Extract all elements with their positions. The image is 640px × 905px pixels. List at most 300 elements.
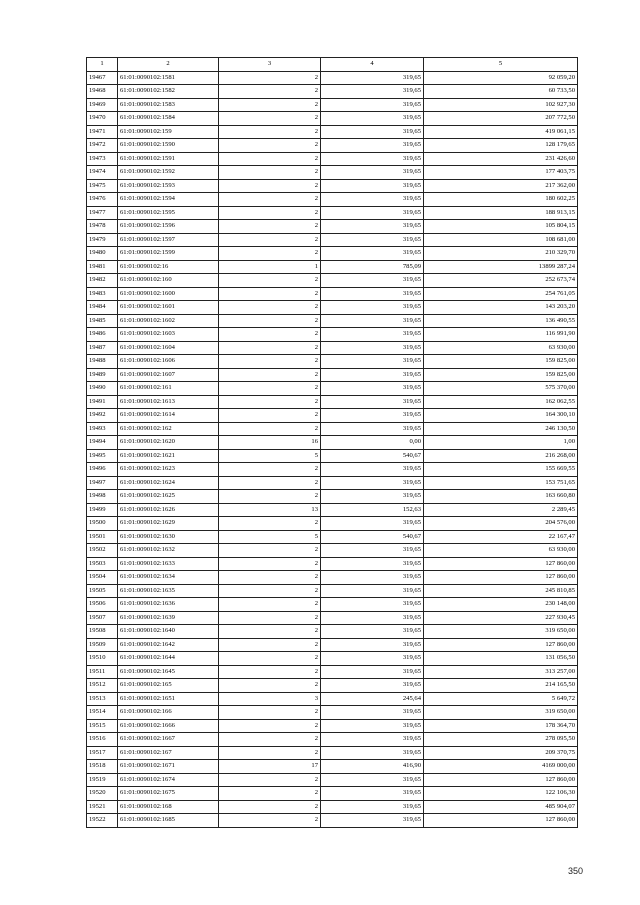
table-cell: 19475: [87, 179, 118, 193]
table-cell: 61:01:0090102:1607: [118, 368, 219, 382]
table-cell: 19518: [87, 760, 118, 774]
table-cell: 61:01:0090102:1645: [118, 665, 219, 679]
table-cell: 319,65: [321, 706, 424, 720]
table-cell: 319,65: [321, 341, 424, 355]
table-row: [87, 71, 578, 85]
table-cell: 319,65: [321, 733, 424, 747]
table-cell: 61:01:0090102:1630: [118, 530, 219, 544]
table-cell: 319,65: [321, 166, 424, 180]
table-row: [87, 557, 578, 571]
table-cell: 245,64: [321, 692, 424, 706]
table-cell: 217 362,00: [424, 179, 578, 193]
table-cell: 2: [219, 733, 321, 747]
table-cell: 19521: [87, 800, 118, 814]
table-cell: 319,65: [321, 152, 424, 166]
table-cell: 319,65: [321, 584, 424, 598]
table-cell: 19499: [87, 503, 118, 517]
table-cell: 61:01:0090102:1626: [118, 503, 219, 517]
table-cell: 3: [219, 692, 321, 706]
table-row: [87, 814, 578, 828]
table-cell: 19477: [87, 206, 118, 220]
table-cell: 127 860,00: [424, 638, 578, 652]
table-cell: 207 772,50: [424, 112, 578, 126]
table-cell: 61:01:0090102:1640: [118, 625, 219, 639]
table-row: [87, 638, 578, 652]
table-cell: 319,65: [321, 395, 424, 409]
table-cell: 19471: [87, 125, 118, 139]
table-cell: 209 370,75: [424, 746, 578, 760]
table-cell: 2: [219, 598, 321, 612]
table-cell: 319 650,00: [424, 625, 578, 639]
table-row: [87, 314, 578, 328]
table-cell: 61:01:0090102:1594: [118, 193, 219, 207]
table-cell: 61:01:0090102:165: [118, 679, 219, 693]
page-number: 350: [567, 866, 583, 876]
table-cell: 319,65: [321, 355, 424, 369]
table-cell: 61:01:0090102:1590: [118, 139, 219, 153]
table-cell: 19514: [87, 706, 118, 720]
table-cell: 61:01:0090102:1623: [118, 463, 219, 477]
table-cell: 19480: [87, 247, 118, 261]
table-cell: 131 056,50: [424, 652, 578, 666]
table-cell: 0,00: [321, 436, 424, 450]
table-cell: 540,67: [321, 449, 424, 463]
table-cell: 416,90: [321, 760, 424, 774]
table-cell: 319,65: [321, 368, 424, 382]
table-row: [87, 274, 578, 288]
table-cell: 2: [219, 98, 321, 112]
table-cell: 127 860,00: [424, 557, 578, 571]
table-cell: 116 991,90: [424, 328, 578, 342]
table-row: [87, 436, 578, 450]
table-cell: 92 059,20: [424, 71, 578, 85]
table-cell: 180 602,25: [424, 193, 578, 207]
table-cell: 61:01:0090102:1620: [118, 436, 219, 450]
table-cell: 19503: [87, 557, 118, 571]
table-cell: 61:01:0090102:162: [118, 422, 219, 436]
table-cell: 319,65: [321, 665, 424, 679]
table-cell: 61:01:0090102:1603: [118, 328, 219, 342]
table-cell: 2: [219, 395, 321, 409]
table-cell: 19508: [87, 625, 118, 639]
table-cell: 61:01:0090102:1614: [118, 409, 219, 423]
table-cell: 2: [219, 193, 321, 207]
table-cell: 19492: [87, 409, 118, 423]
table-cell: 19488: [87, 355, 118, 369]
table-body: [87, 71, 578, 827]
table-cell: 5: [219, 449, 321, 463]
table-cell: 19485: [87, 314, 118, 328]
table-row: [87, 341, 578, 355]
table-cell: 319,65: [321, 125, 424, 139]
table-cell: 319 650,00: [424, 706, 578, 720]
table-row: [87, 125, 578, 139]
table-cell: 163 660,80: [424, 490, 578, 504]
table-row: [87, 260, 578, 274]
table-cell: 61:01:0090102:1635: [118, 584, 219, 598]
table-cell: 2: [219, 341, 321, 355]
table-row: [87, 800, 578, 814]
table-cell: 319,65: [321, 206, 424, 220]
table-cell: 319,65: [321, 571, 424, 585]
table-cell: 2: [219, 706, 321, 720]
table-cell: 19504: [87, 571, 118, 585]
table-cell: 63 930,00: [424, 544, 578, 558]
table-cell: 214 165,50: [424, 679, 578, 693]
table-cell: 153 751,65: [424, 476, 578, 490]
table-row: [87, 139, 578, 153]
table-cell: 319,65: [321, 301, 424, 315]
table-cell: 319,65: [321, 746, 424, 760]
table-cell: 19490: [87, 382, 118, 396]
table-cell: 61:01:0090102:1601: [118, 301, 219, 315]
table-cell: 319,65: [321, 719, 424, 733]
table-cell: 319,65: [321, 247, 424, 261]
table-cell: 61:01:0090102:1625: [118, 490, 219, 504]
column-header-1: 1: [87, 58, 118, 72]
table-cell: 13: [219, 503, 321, 517]
table-cell: 319,65: [321, 787, 424, 801]
table-row: [87, 476, 578, 490]
table-row: [87, 530, 578, 544]
column-header-2: 2: [118, 58, 219, 72]
table-row: [87, 355, 578, 369]
table-cell: 19513: [87, 692, 118, 706]
table-cell: 61:01:0090102:1671: [118, 760, 219, 774]
table-row: [87, 517, 578, 531]
table-cell: 61:01:0090102:1632: [118, 544, 219, 558]
table-cell: 162 062,55: [424, 395, 578, 409]
table-cell: 19511: [87, 665, 118, 679]
table-cell: 143 203,20: [424, 301, 578, 315]
table-cell: 2: [219, 800, 321, 814]
table-cell: 61:01:0090102:1666: [118, 719, 219, 733]
table-cell: 102 927,30: [424, 98, 578, 112]
table-cell: 2: [219, 247, 321, 261]
table-cell: 136 490,55: [424, 314, 578, 328]
table-cell: 319,65: [321, 638, 424, 652]
table-cell: 164 300,10: [424, 409, 578, 423]
table-row: [87, 611, 578, 625]
table-cell: 19472: [87, 139, 118, 153]
table-cell: 19496: [87, 463, 118, 477]
table-cell: 19498: [87, 490, 118, 504]
table-cell: 2: [219, 139, 321, 153]
table-cell: 2: [219, 638, 321, 652]
table-cell: 319,65: [321, 463, 424, 477]
table-row: [87, 166, 578, 180]
table-cell: 231 426,60: [424, 152, 578, 166]
table-cell: 19516: [87, 733, 118, 747]
table-cell: 785,09: [321, 260, 424, 274]
table-cell: 252 673,74: [424, 274, 578, 288]
table-cell: 1: [219, 260, 321, 274]
table-cell: 319,65: [321, 409, 424, 423]
table-cell: 319,65: [321, 490, 424, 504]
table-cell: 61:01:0090102:1584: [118, 112, 219, 126]
table-cell: 278 095,50: [424, 733, 578, 747]
table-cell: 319,65: [321, 382, 424, 396]
table-cell: 319,65: [321, 112, 424, 126]
table-cell: 2: [219, 85, 321, 99]
column-header-4: 4: [321, 58, 424, 72]
table-cell: 61:01:0090102:166: [118, 706, 219, 720]
table-row: [87, 598, 578, 612]
table-cell: 19487: [87, 341, 118, 355]
table-cell: 319,65: [321, 287, 424, 301]
table-cell: 245 810,85: [424, 584, 578, 598]
table-cell: 127 860,00: [424, 814, 578, 828]
table-cell: 61:01:0090102:1596: [118, 220, 219, 234]
table-cell: 319,65: [321, 71, 424, 85]
table-cell: 216 268,00: [424, 449, 578, 463]
table-cell: 61:01:0090102:167: [118, 746, 219, 760]
table-cell: 230 148,00: [424, 598, 578, 612]
table-row: [87, 706, 578, 720]
table-cell: 61:01:0090102:1624: [118, 476, 219, 490]
table-cell: 61:01:0090102:1591: [118, 152, 219, 166]
table-cell: 2: [219, 773, 321, 787]
table-cell: 19484: [87, 301, 118, 315]
table-row: [87, 220, 578, 234]
table-cell: 61:01:0090102:1597: [118, 233, 219, 247]
table-cell: 254 761,05: [424, 287, 578, 301]
table-row: [87, 490, 578, 504]
table-cell: 19506: [87, 598, 118, 612]
table-cell: 540,67: [321, 530, 424, 544]
table-cell: 61:01:0090102:1674: [118, 773, 219, 787]
table-cell: 13899 287,24: [424, 260, 578, 274]
table-cell: 2 289,45: [424, 503, 578, 517]
table-cell: 2: [219, 112, 321, 126]
table-cell: 61:01:0090102:1613: [118, 395, 219, 409]
table-cell: 61:01:0090102:1593: [118, 179, 219, 193]
table-cell: 19489: [87, 368, 118, 382]
table-cell: 19495: [87, 449, 118, 463]
table-cell: 2: [219, 368, 321, 382]
table-cell: 2: [219, 463, 321, 477]
table-cell: 2: [219, 206, 321, 220]
table-cell: 2: [219, 544, 321, 558]
table-row: [87, 773, 578, 787]
table-row: [87, 85, 578, 99]
table-cell: 2: [219, 328, 321, 342]
table-cell: 319,65: [321, 220, 424, 234]
table-cell: 319,65: [321, 679, 424, 693]
table-cell: 319,65: [321, 773, 424, 787]
table-cell: 128 179,65: [424, 139, 578, 153]
table-cell: 61:01:0090102:160: [118, 274, 219, 288]
table-row: [87, 247, 578, 261]
table-row: [87, 328, 578, 342]
table-cell: 2: [219, 746, 321, 760]
table-cell: 2: [219, 490, 321, 504]
table-cell: 485 904,07: [424, 800, 578, 814]
table-cell: 61:01:0090102:1633: [118, 557, 219, 571]
table-cell: 19482: [87, 274, 118, 288]
table-cell: 159 825,00: [424, 368, 578, 382]
table-cell: 319,65: [321, 193, 424, 207]
table-cell: 19522: [87, 814, 118, 828]
table-cell: 2: [219, 665, 321, 679]
table-cell: 2: [219, 814, 321, 828]
table-cell: 108 681,00: [424, 233, 578, 247]
table-cell: 19502: [87, 544, 118, 558]
table-cell: 19507: [87, 611, 118, 625]
table-cell: 61:01:0090102:16: [118, 260, 219, 274]
table-cell: 319,65: [321, 98, 424, 112]
table-cell: 19476: [87, 193, 118, 207]
table-cell: 19500: [87, 517, 118, 531]
table-row: [87, 112, 578, 126]
table-cell: 2: [219, 679, 321, 693]
table-cell: 2: [219, 166, 321, 180]
table-cell: 159 825,00: [424, 355, 578, 369]
table-cell: 319,65: [321, 652, 424, 666]
table-cell: 210 329,70: [424, 247, 578, 261]
table-cell: 61:01:0090102:1606: [118, 355, 219, 369]
data-table: [86, 57, 578, 828]
table-cell: 16: [219, 436, 321, 450]
table-cell: 19483: [87, 287, 118, 301]
table-cell: 2: [219, 719, 321, 733]
table-cell: 2: [219, 179, 321, 193]
table-cell: 178 364,70: [424, 719, 578, 733]
table-cell: 319,65: [321, 625, 424, 639]
table-row: [87, 193, 578, 207]
table-cell: 2: [219, 476, 321, 490]
table-cell: 5: [219, 530, 321, 544]
table-row: [87, 503, 578, 517]
table-cell: 319,65: [321, 179, 424, 193]
table-row: [87, 152, 578, 166]
table-cell: 2: [219, 301, 321, 315]
table-cell: 319,65: [321, 476, 424, 490]
table-cell: 2: [219, 355, 321, 369]
table-cell: 19493: [87, 422, 118, 436]
table-row: [87, 544, 578, 558]
table-cell: 122 106,30: [424, 787, 578, 801]
table-cell: 22 167,47: [424, 530, 578, 544]
table-row: [87, 98, 578, 112]
table-cell: 19497: [87, 476, 118, 490]
table-cell: 61:01:0090102:168: [118, 800, 219, 814]
table-cell: 319,65: [321, 328, 424, 342]
table-row: [87, 287, 578, 301]
table-cell: 61:01:0090102:1600: [118, 287, 219, 301]
table-cell: 61:01:0090102:1639: [118, 611, 219, 625]
table-cell: 19481: [87, 260, 118, 274]
table-cell: 2: [219, 517, 321, 531]
table-cell: 19520: [87, 787, 118, 801]
table-cell: 19467: [87, 71, 118, 85]
table-cell: 19491: [87, 395, 118, 409]
table-cell: 19510: [87, 652, 118, 666]
table-cell: 2: [219, 584, 321, 598]
table-cell: 4169 000,00: [424, 760, 578, 774]
table-cell: 19512: [87, 679, 118, 693]
table-cell: 61:01:0090102:1675: [118, 787, 219, 801]
table-cell: 61:01:0090102:1644: [118, 652, 219, 666]
table-cell: 2: [219, 125, 321, 139]
table-cell: 19505: [87, 584, 118, 598]
table-cell: 61:01:0090102:1581: [118, 71, 219, 85]
table-cell: 61:01:0090102:1667: [118, 733, 219, 747]
table-cell: 19473: [87, 152, 118, 166]
table-row: [87, 760, 578, 774]
table-cell: 319,65: [321, 800, 424, 814]
table-cell: 319,65: [321, 233, 424, 247]
table-cell: 19479: [87, 233, 118, 247]
table-row: [87, 463, 578, 477]
table-cell: 61:01:0090102:1636: [118, 598, 219, 612]
table-cell: 2: [219, 611, 321, 625]
column-header-5: 5: [424, 58, 578, 72]
table-cell: 60 733,50: [424, 85, 578, 99]
table-cell: 152,63: [321, 503, 424, 517]
table-cell: 188 913,15: [424, 206, 578, 220]
table-cell: 61:01:0090102:1582: [118, 85, 219, 99]
table-cell: 2: [219, 409, 321, 423]
table-cell: 61:01:0090102:1685: [118, 814, 219, 828]
table-cell: 61:01:0090102:1595: [118, 206, 219, 220]
table-cell: 319,65: [321, 274, 424, 288]
table-cell: 177 403,75: [424, 166, 578, 180]
table-cell: 61:01:0090102:1642: [118, 638, 219, 652]
table-cell: 63 930,00: [424, 341, 578, 355]
table-cell: 2: [219, 382, 321, 396]
table-header: [87, 58, 578, 72]
table-cell: 155 669,55: [424, 463, 578, 477]
table-cell: 575 370,00: [424, 382, 578, 396]
table-cell: 204 576,00: [424, 517, 578, 531]
table-cell: 19469: [87, 98, 118, 112]
table-cell: 61:01:0090102:1602: [118, 314, 219, 328]
table-cell: 2: [219, 287, 321, 301]
table-cell: 2: [219, 422, 321, 436]
table-cell: 2: [219, 71, 321, 85]
table-cell: 2: [219, 274, 321, 288]
header-row: [87, 58, 578, 72]
table-cell: 319,65: [321, 598, 424, 612]
table-cell: 2: [219, 233, 321, 247]
table-cell: 2: [219, 220, 321, 234]
table-cell: 419 061,15: [424, 125, 578, 139]
table-row: [87, 665, 578, 679]
column-header-3: 3: [219, 58, 321, 72]
table-cell: 105 804,15: [424, 220, 578, 234]
table-cell: 2: [219, 625, 321, 639]
table-row: [87, 206, 578, 220]
table-cell: 19509: [87, 638, 118, 652]
table-cell: 1,00: [424, 436, 578, 450]
table-cell: 2: [219, 152, 321, 166]
table-cell: 5 649,72: [424, 692, 578, 706]
table-cell: 2: [219, 652, 321, 666]
table-cell: 2: [219, 787, 321, 801]
table-cell: 19494: [87, 436, 118, 450]
table-cell: 127 860,00: [424, 571, 578, 585]
table-cell: 246 130,50: [424, 422, 578, 436]
table-cell: 127 860,00: [424, 773, 578, 787]
table-cell: 19478: [87, 220, 118, 234]
table-cell: 19517: [87, 746, 118, 760]
table-cell: 61:01:0090102:1621: [118, 449, 219, 463]
table-cell: 227 930,45: [424, 611, 578, 625]
table-cell: 61:01:0090102:161: [118, 382, 219, 396]
table-cell: 319,65: [321, 422, 424, 436]
table-row: [87, 382, 578, 396]
